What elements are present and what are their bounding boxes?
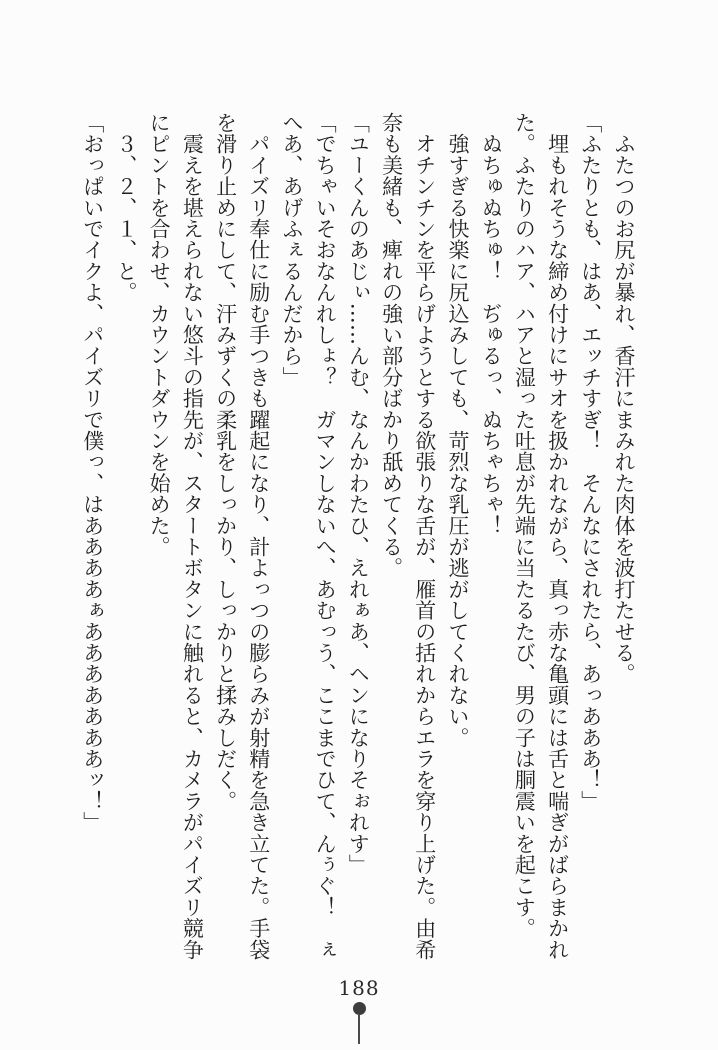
- text-line: た。ふたりのハア、ハアと湿った吐息が先端に当たるたび、男の子は胴震いを起こす。: [512, 112, 537, 939]
- marker-stem: [358, 1014, 360, 1044]
- text-line: オチンチンを平らげようとする欲張りな舌が、雁首の括れからエラを穿り上げた。由希: [412, 112, 437, 960]
- marker-dot: [353, 1002, 366, 1015]
- text-line: 「でちゃいそおなんれしょ？ ガマンしないへ、あむっう、ここまでひて、んぅぐ！ ぇ: [313, 112, 338, 960]
- text-line: ふたつのお尻が暴れ、香汗にまみれた肉体を波打たせる。: [612, 112, 636, 685]
- page-text: [76, 112, 640, 992]
- text-line: ぬちゅぬちゅ！ ぢゅるっ、ぬちゃちゃ！: [479, 112, 504, 536]
- text-line: 「ふたりとも、はあ、エッチすぎ！ そんなにされたら、あっあああ！」: [578, 112, 603, 812]
- text-line: 奈も美緒も、痺れの強い部分ばかり舐めてくる。: [379, 112, 404, 579]
- text-line: にピントを合わせ、カウントダウンを始めた。: [147, 112, 172, 558]
- text-line: 「ユーくんのあじぃ……んむ、なんかわたひ、えれぁあ、ヘンになりそぉれす」: [346, 112, 371, 876]
- text-line: へあ、あげふぇるんだから」: [279, 112, 304, 388]
- text-line: 「おっぱいでイクよ、パイズリで僕っ、はああああぁあああああああッ！」: [80, 112, 105, 833]
- page-marker-icon: [0, 1002, 718, 1050]
- text-line: 強すぎる快楽に尻込みしても、苛烈な乳圧が逃がしてくれない。: [445, 112, 470, 748]
- text-line: 埋もれそうな締め付けにサオを扱かれながら、真っ赤な亀頭には舌と喘ぎがばらまかれ: [545, 112, 570, 960]
- text-line: ３、２、１、と。: [113, 112, 138, 303]
- text-line: を滑り止めにして、汗みずくの柔乳をしっかり、しっかりと揉みしだく。: [213, 112, 238, 812]
- text-line: 震えを堪えられない悠斗の指先が、スタートボタンに触れると、カメラがパイズリ競争: [180, 112, 205, 960]
- page-number: 188: [338, 976, 380, 1000]
- text-line: パイズリ奉仕に励む手つきも躍起になり、計よっつの膨らみが射精を急き立てた。手袋: [246, 112, 271, 960]
